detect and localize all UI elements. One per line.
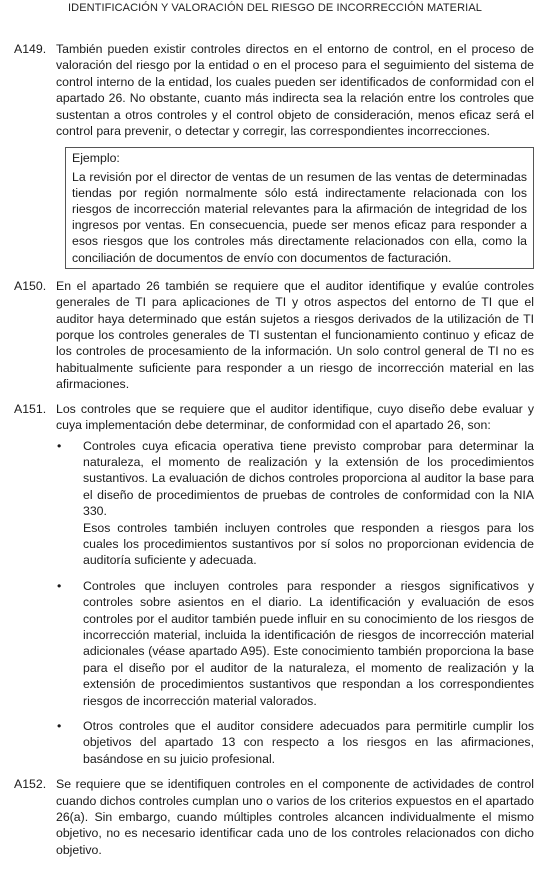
list-item-text: [83, 438, 534, 569]
paragraph-text: Los controles que se requiere que el auditor identifique, cuyo diseño debe evaluar y cuya implementación debe determinar, de conformidad con el apartado 26, son:: [56, 401, 534, 433]
paragraph-text: En el apartado 26 también se requiere que el auditor identifique y evalúe controles generales de TI para aplicaciones de TI y otros aspectos del entorno de TI que el auditor haya determinado que están sujetos a riesgos derivados de la utilización de TI porque los controles generales de TI sustentan el funcionamiento continuo y eficaz de los controles de procesamiento de la información. Un solo control general de TI no es habitualmente suficiente para responder a un riesgo de incorrección material en las afirmaciones.: [56, 278, 534, 392]
document-body: [14, 41, 534, 866]
paragraph-text: También pueden existir controles directos en el entorno de control, en el proceso de valoración del riesgo por la entidad o en el proceso para el seguimiento del sistema de control interno de la entidad, los cuales pueden ser identificados de conformidad con el apartado 26. No obstante, cuanto más indirecta sea la relación entre los controles que sustentan a otros controles y el control objeto de consideración, menos eficaz será el control para prevenir, o detectar y corregir, las correspondientes incorrecciones.: [56, 42, 534, 139]
paragraph-number: A152.: [14, 777, 47, 792]
list-item-text: [83, 718, 534, 767]
list-item-text: [83, 578, 534, 709]
list-item-paragraph: Esos controles también incluyen controles que responden a riesgos para los cuales los procedimientos sustantivos por sí solos no proporcionan evidencia de auditoría suficiente y adecuada.: [83, 520, 534, 568]
example-text: La revisión por el director de ventas de un resumen de las ventas de determinadas tiendas por región normalmente sólo está indirectamente relacionada con los riesgos de incorrección material relevantes para la afirmación de integridad de los ingresos por ventas. En consecuencia, puede ser menos eficaz para responder a esos riesgos que los controles más directamente relacionados con ella, como la conciliación de documentos de envío con documentos de facturación.: [72, 169, 527, 265]
paragraph-a149: [14, 41, 534, 139]
paragraph-number: A151.: [14, 401, 47, 416]
page-header: IDENTIFICACIÓN Y VALORACIÓN DEL RIESGO DE INCORRECCIÓN MATERIAL: [68, 2, 482, 14]
list-item: [56, 438, 534, 569]
example-label: Ejemplo:: [72, 151, 120, 166]
example-box: [65, 147, 534, 268]
list-item: [56, 578, 534, 709]
paragraph-text: Se requiere que se identifiquen controles en el componente de actividades de control cuando dichos controles cumplan uno o varios de los criterios expuestos en el apartado 26(a). Sin embargo, cuando múltiples controles alcancen individualmente el mismo objetivo, no es necesario identificar cada uno de los controles relacionados con dicho objetivo.: [56, 777, 534, 857]
paragraph-a152: [14, 776, 534, 858]
bullet-icon: •: [57, 719, 62, 734]
bullet-icon: •: [57, 578, 62, 593]
paragraph-number: A150.: [14, 278, 47, 293]
paragraph-a150: [14, 278, 534, 393]
paragraph-number: A149.: [14, 42, 47, 56]
bullet-list: [56, 438, 534, 768]
list-item-paragraph: Otros controles que el auditor considere adecuados para permitirle cumplir los objetivos del apartado 13 con respecto a los riesgos en las afirmaciones, basándose en su juicio profesional.: [83, 719, 534, 766]
list-item-paragraph: Controles cuya eficacia operativa tiene previsto comprobar para determinar la naturaleza, el momento de realización y la extensión de los procedimientos sustantivos. La evaluación de dichos controles proporciona al auditor la base para el diseño de procedimientos de pruebas de controles de conformidad con la NIA 330.: [83, 438, 534, 519]
bullet-icon: •: [57, 438, 62, 453]
paragraph-a151: [14, 401, 534, 434]
list-item-paragraph: Controles que incluyen controles para responder a riesgos significativos y controles sobre asientos en el diario. La identificación y evaluación de esos controles por el auditor también puede influir en su conocimiento de los riesgos de incorrección material, incluida la identificación de riesgos de incorrección material adicionales (véase apartado A95). Este conocimiento también proporciona la base para el diseño por el auditor de la naturaleza, el momento de realización y la extensión de procedimientos sustantivos que respondan a los correspondientes riesgos de incorrección material valorados.: [83, 578, 534, 708]
list-item: [56, 718, 534, 767]
